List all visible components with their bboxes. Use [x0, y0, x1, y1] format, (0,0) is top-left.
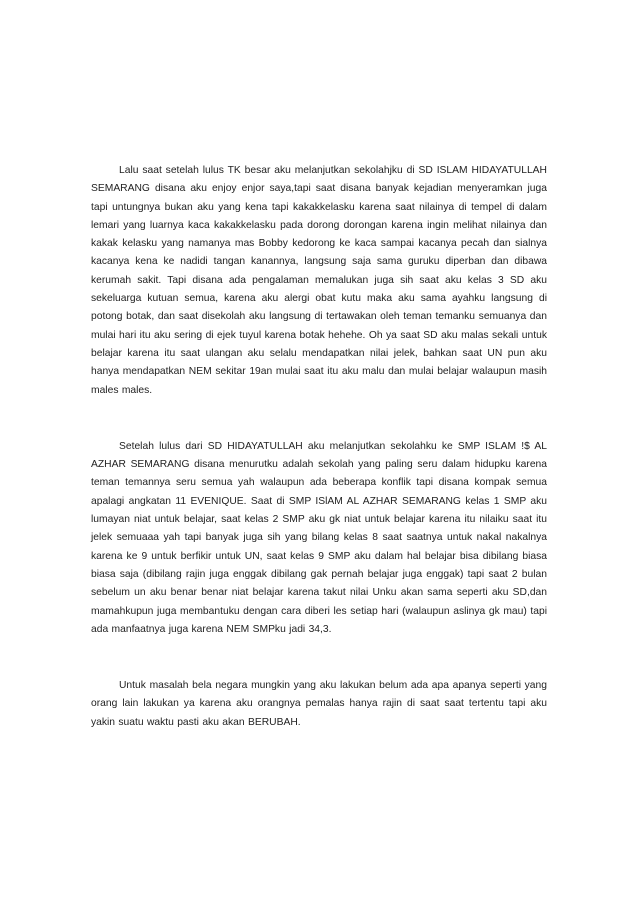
document-body [91, 162, 547, 732]
paragraph-bela-negara: Untuk masalah bela negara mungkin yang aku lakukan belum ada apa apanya seperti yang orang lain lakukan ya karena aku orangnya pemalas hanya rajin di saat saat tertentu tapi aku yakin suatu waktu pasti aku akan BERUBAH. [91, 680, 547, 728]
paragraph-sd-memories: Lalu saat setelah lulus TK besar aku melanjutkan sekolahjku di SD ISLAM HIDAYATULLAH SEMARANG disana aku enjoy enjor saya,tapi saat disana banyak kejadian menyeramkan juga tapi untungnya bukan aku yang kena tapi kakakkelasku karena saat nilainya di tempel di dalam lemari yang luarnya kaca kakakkelasku pada dorong dorongan karena ingin melihat nilainya dan kakak kelasku yang namanya mas Bobby kedorong ke kaca sampai kacanya pecah dan sialnya kacanya kena ke nadidi tangan kanannya, langsung saja sama guruku diperban dan dibawa kerumah sakit. Tapi disana ada pengalaman memalukan juga sih saat aku kelas 3 SD aku sekeluarga kutuan semua, karena aku alergi obat kutu maka aku sama ayahku langsung di potong botak, dan saat disekolah aku langsung di tertawakan oleh teman temanku semuanya dan mulai hari itu aku sering di ejek tuyul karena botak hehehe. Oh ya saat SD aku malas sekali untuk belajar karena itu saat ulangan aku selalu mendapatkan nilai jelek, bahkan saat UN pun aku hanya mendapatkan NEM sekitar 19an mulai saat itu aku malu dan mulai belajar walaupun masih males males. [91, 165, 547, 396]
paragraph-smp-memories: Setelah lulus dari SD HIDAYATULLAH aku melanjutkan sekolahku ke SMP ISLAM !$ AL AZHAR SEMARANG disana menurutku adalah sekolah yang paling seru dalam hidupku karena teman temannya seru semua yah walaupun ada beberapa konflik tapi disana kompak semua apalagi angkatan 11 EVENIQUE. Saat di SMP ISlAM AL AZHAR SEMARANG kelas 1 SMP aku lumayan niat untuk belajar, saat kelas 2 SMP aku gk niat untuk belajar karena itu nilaiku saat itu jelek semuaaa yah tapi banyak juga sih yang bilang kelas 8 saat saatnya untuk nakal nakalnya karena ke 9 untuk berfikir untuk UN, saat kelas 9 SMP aku dalam hal belajar bisa dibilang biasa biasa saja (dibilang rajin juga enggak dibilang gak pernah belajar juga enggak) tapi saat 2 bulan sebelum un aku benar benar niat belajar karena takut nilai Unku akan sama seperti aku SD,dan mamahkupun juga membantuku dengan cara diberi les setiap hari (walaupun aslinya gk mau) tapi ada manfaatnya juga karena NEM SMPku jadi 34,3. [91, 440, 547, 635]
